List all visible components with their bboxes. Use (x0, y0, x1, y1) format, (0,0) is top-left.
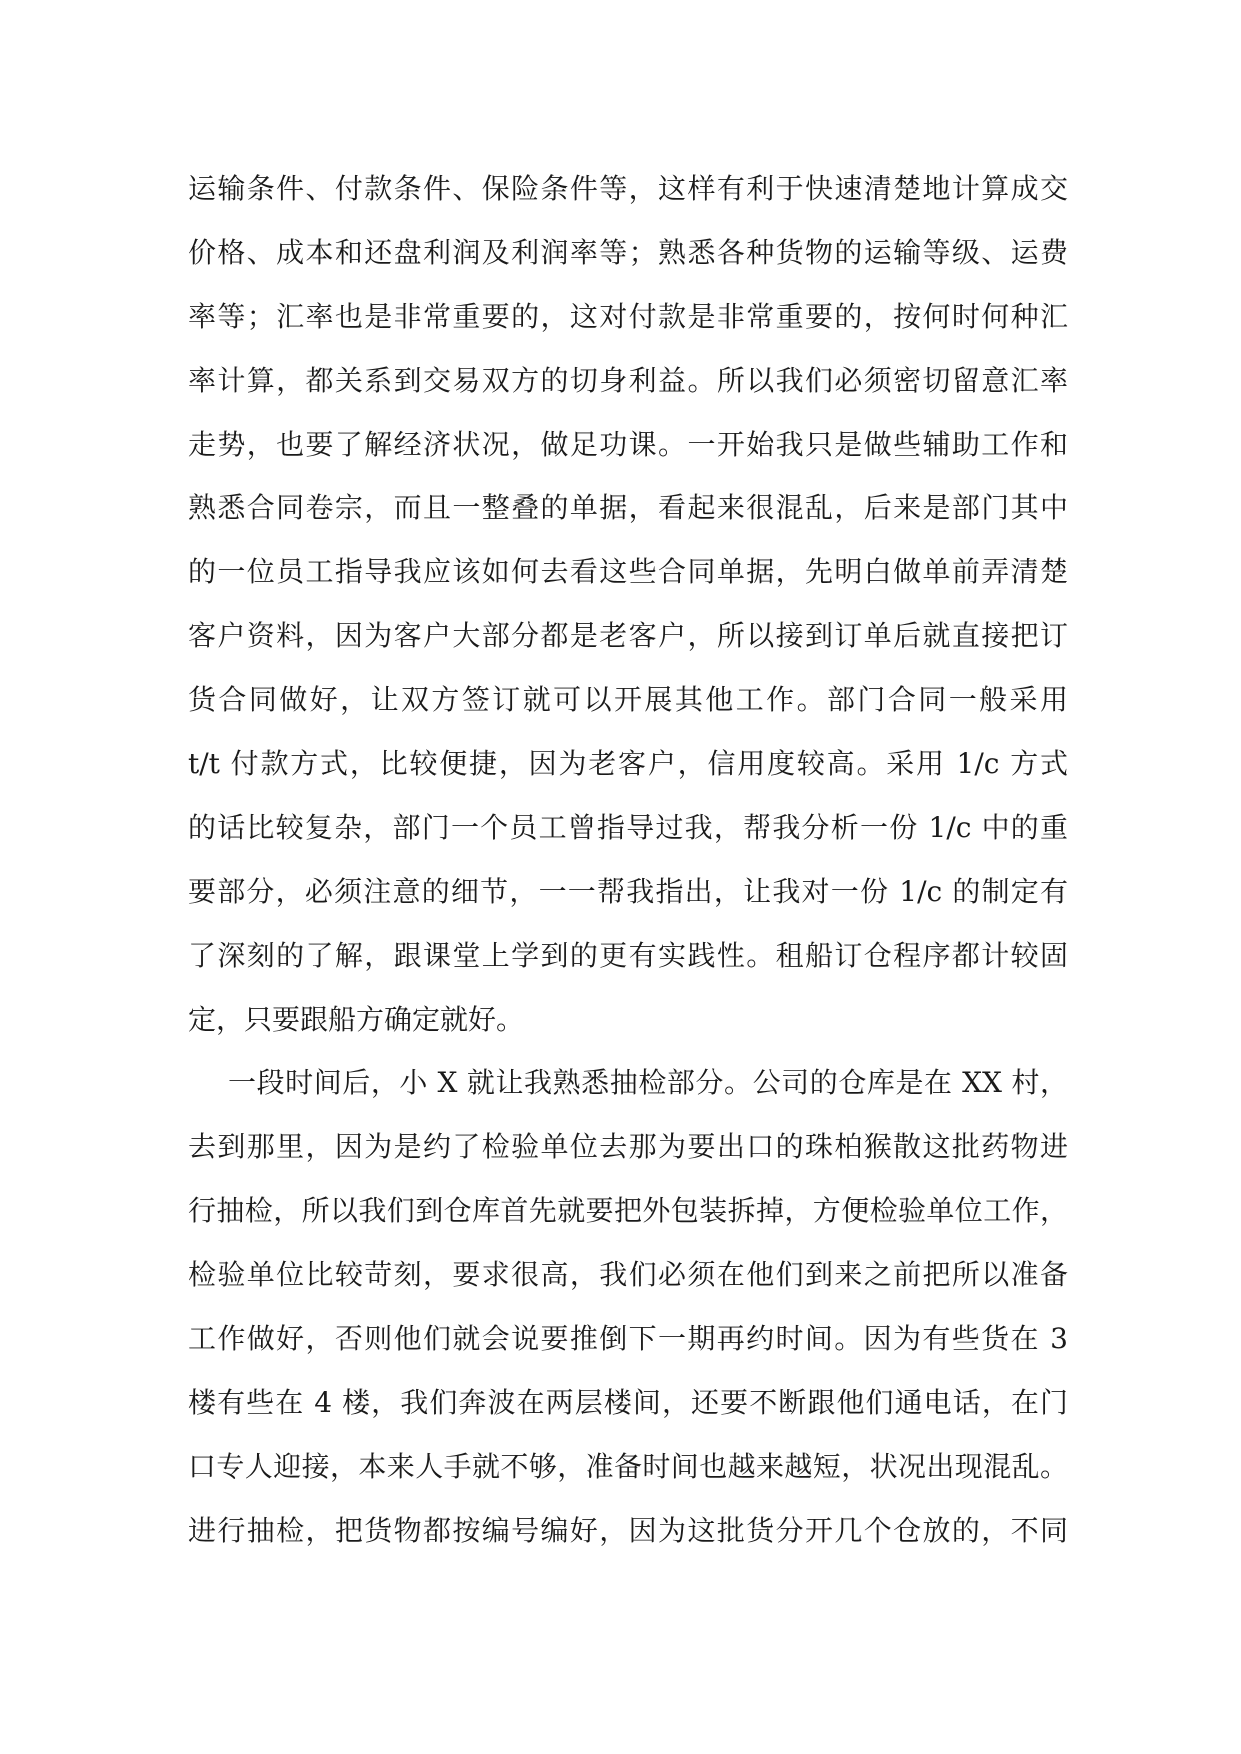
text-line: 走势，也要了解经济状况，做足功课。一开始我只是做些辅助工作和 (188, 427, 1068, 461)
text-line: 口专人迎接，本来人手就不够，准备时间也越来越短，状况出现混乱。 (188, 1449, 1068, 1483)
text-line: t/t 付款方式，比较便捷，因为老客户，信用度较高。采用 1/c 方式 (188, 747, 1068, 781)
text-line: 价格、成本和还盘利润及利润率等；熟悉各种货物的运输等级、运费 (188, 235, 1068, 269)
text-line: 运输条件、付款条件、保险条件等，这样有利于快速清楚地计算成交 (188, 172, 1068, 205)
body-text (188, 157, 1068, 1563)
paragraph-1 (188, 157, 1068, 1051)
text-line: 货合同做好，让双方签订就可以开展其他工作。部门合同一般采用 (188, 683, 1068, 717)
text-line: 去到那里，因为是约了检验单位去那为要出口的珠柏猴散这批药物进 (188, 1130, 1068, 1164)
paragraph-2 (188, 1051, 1068, 1562)
text-line: 了深刻的了解，跟课堂上学到的更有实践性。租船订仓程序都计较固 (188, 938, 1068, 972)
text-line: 率等；汇率也是非常重要的，这对付款是非常重要的，按何时何种汇 (188, 299, 1068, 333)
text-line: 行抽检，所以我们到仓库首先就要把外包装拆掉，方便检验单位工作， (188, 1194, 1068, 1228)
text-line: 楼有些在 4 楼，我们奔波在两层楼间，还要不断跟他们通电话，在门 (188, 1385, 1068, 1419)
text-line: 要部分，必须注意的细节，一一帮我指出，让我对一份 1/c 的制定有 (188, 874, 1068, 908)
text-line: 客户资料，因为客户大部分都是老客户，所以接到订单后就直接把订 (188, 619, 1068, 653)
text-line: 的一位员工指导我应该如何去看这些合同单据，先明白做单前弄清楚 (188, 555, 1068, 589)
text-line: 的话比较复杂，部门一个员工曾指导过我，帮我分析一份 1/c 中的重 (188, 810, 1068, 844)
text-line: 熟悉合同卷宗，而且一整叠的单据，看起来很混乱，后来是部门其中 (188, 491, 1068, 525)
text-line: 率计算，都关系到交易双方的切身利益。所以我们必须密切留意汇率 (188, 363, 1068, 397)
text-line: 工作做好，否则他们就会说要推倒下一期再约时间。因为有些货在 3 (188, 1322, 1068, 1356)
text-line: 进行抽检，把货物都按编号编好，因为这批货分开几个仓放的，不同 (188, 1513, 1068, 1547)
text-line: 检验单位比较苛刻，要求很高，我们必须在他们到来之前把所以准备 (188, 1258, 1068, 1292)
text-line: 定，只要跟船方确定就好。 (188, 1002, 525, 1036)
text-line: 一段时间后，小 X 就让我熟悉抽检部分。公司的仓库是在 XX 村， (228, 1066, 1068, 1100)
